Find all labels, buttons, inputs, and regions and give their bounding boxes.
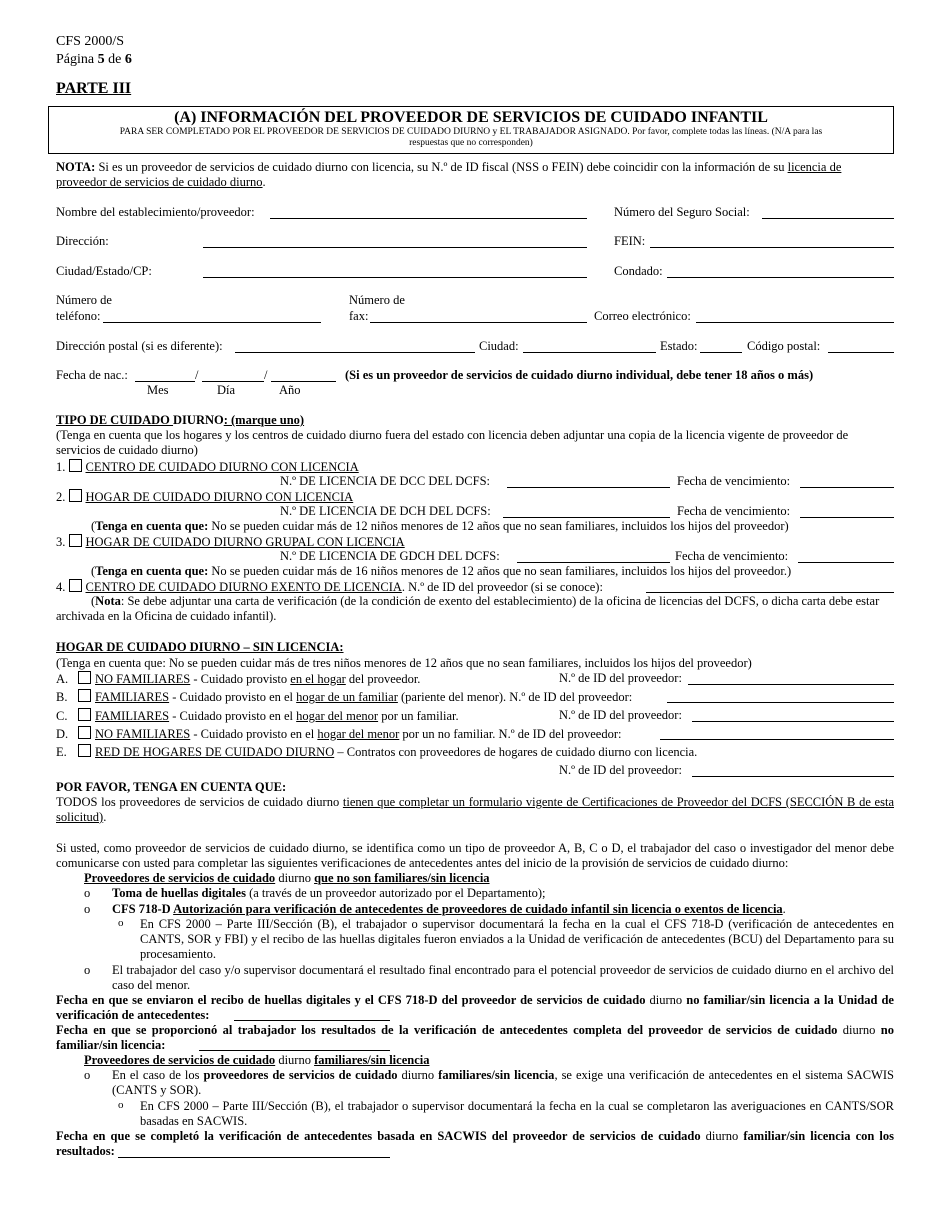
bullet-4-sub: o: [118, 1099, 124, 1111]
dob-month-input[interactable]: [135, 381, 195, 382]
facility-name-label: Nombre del establecimiento/proveedor:: [56, 205, 255, 219]
page-indicator: [56, 52, 132, 68]
option-3-expiry-input[interactable]: [798, 562, 894, 563]
unlicensed-b-text2: (pariente del menor). N.º de ID del proveedor:: [397, 690, 633, 704]
dob-sep-2: /: [264, 368, 268, 382]
unlicensed-a: [56, 671, 420, 687]
option-3-checkbox[interactable]: [69, 534, 82, 547]
unlicensed-c: [56, 708, 459, 724]
item-case-worker: El trabajador del caso y/o supervisor documentará el resultado final encontrado para el potencial proveedor de servicios de cuidado diurno en el archivo del caso del menor.: [112, 963, 894, 992]
family-heading-c: familiares/sin licencia: [314, 1053, 430, 1067]
fein-label: FEIN:: [614, 234, 646, 248]
option-4-number: 4.: [56, 580, 66, 594]
phone-label-2: teléfono:: [56, 309, 101, 323]
date-sacwis-completed-input[interactable]: [118, 1157, 390, 1158]
city-input[interactable]: [523, 352, 656, 353]
date-results-provided-a: Fecha en que se proporcionó al trabajador los resultados de la verificación de antecedentes completa del proveedor de servicios de cuidado: [56, 1023, 838, 1037]
item-cfs718d-bold: CFS 718-D: [112, 902, 174, 916]
unlicensed-e-text: – Contratos con proveedores de hogares de cuidado diurno con licencia.: [334, 745, 698, 759]
please-note-link: tienen que completar un formulario vigente de Certificaciones de Proveedor del DCFS (SECCIÓN B de esta solicitud): [56, 795, 894, 824]
option-1-license-label: N.º DE LICENCIA DE DCC DEL DCFS:: [280, 474, 491, 488]
item-fingerprints-text: (a través de un proveedor autorizado por el Departamento);: [245, 886, 546, 900]
county-input[interactable]: [667, 277, 894, 278]
date-results-provided-input[interactable]: [199, 1050, 390, 1051]
date-fingerprints-sent-c: no familiar/sin licencia a la Unidad de verificación de antecedentes:: [56, 993, 894, 1022]
date-results-provided-b: diurno: [837, 1023, 881, 1037]
option-3-label: HOGAR DE CUIDADO DIURNO GRUPAL CON LICENCIA: [85, 535, 405, 549]
unlicensed-d-link: hogar del menor: [317, 727, 400, 741]
nonfamily-heading-a: Proveedores de servicios de cuidado: [84, 871, 276, 885]
ssn-input[interactable]: [762, 218, 894, 219]
nonfamily-heading: [84, 871, 490, 886]
unlicensed-a-letter: A.: [56, 672, 69, 686]
background-intro: Si usted, como proveedor de servicios de cuidado diurno, se identifica como un tipo de proveedor A, B, C o D, el trabajador del caso o investigador del menor debe comunicarse con usted para completar las siguientes verificaciones de antecedentes antes del inicio de la provisión de servicios de cuidado diurno:: [56, 841, 894, 870]
option-2-label: HOGAR DE CUIDADO DIURNO CON LICENCIA: [85, 490, 354, 504]
unlicensed-d-text1: - Cuidado provisto en el: [190, 727, 318, 741]
unlicensed-a-label: NO FAMILIARES: [95, 672, 191, 686]
month-caption: Mes: [147, 383, 169, 397]
unlicensed-d-label: NO FAMILIARES: [95, 727, 191, 741]
of-word: de: [108, 52, 122, 67]
item-cfs718d-sub: En CFS 2000 – Parte III/Sección (B), el trabajador o supervisor documentará la fecha en la cual el CFS 718-D (verificación de antecedentes en CANTS, SOR y FBI) y el recibo de las huellas digitales fueron enviados a la Unidad de verificación de antecedentes (BCU) del Departamento para su procesamiento.: [140, 917, 894, 961]
bullet-4: o: [84, 1068, 91, 1082]
option-3-note-text: No se pueden cuidar más de 16 niños menores de 12 años que no sean familiares, incluidos los hijos del proveedor.): [208, 564, 792, 578]
care-type-heading-b: DIURNO: [173, 413, 224, 427]
note: [56, 160, 894, 190]
page-number: 5: [97, 52, 105, 67]
unlicensed-b-link: hogar de un familiar: [296, 690, 398, 704]
please-note-text: [56, 795, 894, 825]
option-1-expiry-label: Fecha de vencimiento:: [677, 474, 791, 488]
zip-input[interactable]: [828, 352, 894, 353]
state-label: Estado:: [660, 339, 698, 353]
item-sacwis-a: En el caso de los: [112, 1068, 204, 1082]
unlicensed-e-letter: E.: [56, 745, 67, 759]
option-4-provider-id-input[interactable]: [646, 592, 894, 593]
item-cfs718d: [112, 902, 786, 917]
option-2-expiry-label: Fecha de vencimiento:: [677, 504, 791, 518]
option-2: [56, 489, 353, 505]
item-sacwis-sub: En CFS 2000 – Parte III/Sección (B), el trabajador o supervisor documentará la fecha en la cual se completaron las averiguaciones en CANTS/SOR basadas en SACWIS.: [140, 1099, 894, 1128]
section-title: (A) INFORMACIÓN DEL PROVEEDOR DE SERVICIOS DE CUIDADO INFANTIL: [174, 109, 768, 126]
dob-year-input[interactable]: [271, 381, 336, 382]
fax-label-1: Número de: [349, 293, 405, 307]
dob-note: (Si es un proveedor de servicios de cuidado diurno individual, debe tener 18 años o más): [345, 368, 814, 382]
unlicensed-note: (Tenga en cuenta que: No se pueden cuidar más de tres niños menores de 12 años que no sean familiares, incluidos los hijos del proveedor): [56, 656, 752, 670]
unlicensed-b: [56, 689, 632, 705]
unlicensed-d: [56, 726, 621, 742]
city-state-zip-input[interactable]: [203, 277, 587, 278]
nonfamily-heading-b: diurno: [275, 871, 315, 885]
item-fingerprints: [112, 886, 545, 901]
option-3-expiry-label: Fecha de vencimiento:: [675, 549, 789, 563]
form-id: CFS 2000/S: [56, 34, 125, 49]
item-sacwis-e: , se exige una verificación de antecedentes en el sistema SACWIS (CANTS y SOR).: [112, 1068, 894, 1097]
family-heading: [84, 1053, 429, 1068]
option-1-checkbox[interactable]: [69, 459, 82, 472]
option-2-note: (Tenga en cuenta que: No se pueden cuidar más de 12 niños menores de 12 años que no sean familiares, incluidos los hijos del proveedor): [91, 519, 789, 533]
note-label: NOTA:: [56, 160, 96, 174]
email-input[interactable]: [696, 322, 894, 323]
city-label: Ciudad:: [479, 339, 519, 353]
date-fingerprints-sent: [56, 993, 894, 1023]
option-3-note-label: Tenga en cuenta que:: [95, 564, 209, 578]
dob-sep-1: /: [195, 368, 199, 382]
item-sacwis-d: familiares/sin licencia: [438, 1068, 555, 1082]
option-2-expiry-input[interactable]: [800, 517, 894, 518]
state-input[interactable]: [700, 352, 742, 353]
facility-name-input[interactable]: [270, 218, 587, 219]
county-label: Condado:: [614, 264, 663, 278]
unlicensed-a-provider-id-input[interactable]: [688, 684, 894, 685]
option-2-number: 2.: [56, 490, 66, 504]
unlicensed-e-label: RED DE HOGARES DE CUIDADO DIURNO: [95, 745, 335, 759]
unlicensed-c-label: FAMILIARES: [95, 709, 170, 723]
option-1-number: 1.: [56, 460, 66, 474]
option-2-license-label: N.º DE LICENCIA DE DCH DEL DCFS:: [280, 504, 491, 518]
option-1-license-input[interactable]: [507, 487, 670, 488]
unlicensed-c-text2: por un familiar.: [378, 709, 459, 723]
fax-label-2: fax:: [349, 309, 369, 323]
unlicensed-c-text1: - Cuidado provisto en el: [169, 709, 297, 723]
unlicensed-b-provider-id-input[interactable]: [667, 702, 894, 703]
bullet-2: o: [84, 902, 91, 916]
mailing-label: Dirección postal (si es diferente):: [56, 339, 223, 353]
care-type-heading: [56, 413, 304, 428]
option-3-number: 3.: [56, 535, 66, 549]
item-sacwis: [112, 1068, 894, 1098]
address-label: Dirección:: [56, 234, 109, 248]
date-fingerprints-sent-input[interactable]: [234, 1020, 390, 1021]
unlicensed-c-letter: C.: [56, 709, 68, 723]
unlicensed-c-link: hogar del menor: [296, 709, 379, 723]
unlicensed-c-provider-id-input[interactable]: [692, 721, 894, 722]
please-note-heading: POR FAVOR, TENGA EN CUENTA QUE:: [56, 780, 287, 794]
unlicensed-e-provider-id-label: N.º de ID del proveedor:: [559, 763, 682, 777]
date-sacwis-completed-c: familiar/sin licencia con los resultados:: [56, 1129, 894, 1158]
fax-input[interactable]: [370, 322, 587, 323]
option-3: [56, 534, 405, 550]
option-2-note-label: Tenga en cuenta que:: [95, 519, 209, 533]
bullet-3: o: [84, 963, 91, 977]
unlicensed-a-provider-id-label: N.º de ID del proveedor:: [559, 671, 682, 685]
email-label: Correo electrónico:: [594, 309, 691, 323]
date-sacwis-completed-b: diurno: [700, 1129, 744, 1143]
option-2-license-input[interactable]: [503, 517, 670, 518]
address-input[interactable]: [203, 247, 587, 248]
option-4-note-label: Nota: [95, 594, 121, 608]
unlicensed-d-provider-id-input[interactable]: [660, 739, 894, 740]
option-3-note: (Tenga en cuenta que: No se pueden cuidar más de 16 niños menores de 12 años que no sean familiares, incluidos los hijos del proveedor.): [91, 564, 792, 578]
bullet-1: o: [84, 886, 91, 900]
phone-input[interactable]: [103, 322, 321, 323]
phone-label-1: Número de: [56, 293, 112, 307]
date-sacwis-completed: [56, 1129, 894, 1159]
dob-label: Fecha de nac.:: [56, 368, 128, 382]
dob-day-input[interactable]: [202, 381, 264, 382]
unlicensed-c-checkbox[interactable]: [78, 708, 91, 721]
bullet-2-sub: o: [118, 917, 124, 929]
unlicensed-heading: HOGAR DE CUIDADO DIURNO – SIN LICENCIA:: [56, 640, 344, 654]
part-title: PARTE III: [56, 80, 132, 97]
family-heading-a: Proveedores de servicios de cuidado: [84, 1053, 276, 1067]
option-4: [56, 579, 603, 595]
unlicensed-d-checkbox[interactable]: [78, 726, 91, 739]
note-end: .: [262, 175, 266, 189]
care-type-note: (Tenga en cuenta que los hogares y los centros de cuidado diurno fuera del estado con licencia deben adjuntar una copia de la licencia vigente de proveedor de servicios de cuidado diurno): [56, 428, 849, 457]
year-caption: Año: [279, 383, 301, 397]
item-cfs718d-end: .: [782, 902, 786, 916]
option-1-label: CENTRO DE CUIDADO DIURNO CON LICENCIA: [85, 460, 359, 474]
date-fingerprints-sent-b: diurno: [645, 993, 687, 1007]
date-results-provided-c: no familiar/sin licencia:: [56, 1023, 894, 1052]
please-note-end: .: [103, 810, 107, 824]
date-results-provided: [56, 1023, 894, 1053]
note-text: Si es un proveedor de servicios de cuidado diurno con licencia, su N.º de ID fiscal (NSS o FEIN) debe coincidir con la información de su: [95, 160, 788, 174]
page-word: Página: [56, 52, 95, 67]
option-4-label: CENTRO DE CUIDADO DIURNO EXENTO DE LICENCIA: [85, 580, 402, 594]
option-2-note-text: No se pueden cuidar más de 12 niños menores de 12 años que no sean familiares, incluidos los hijos del proveedor): [208, 519, 789, 533]
item-cfs718d-link: Autorización para verificación de antecedentes de proveedores de cuidado infantil sin licencia o exentos de licencia: [173, 902, 783, 916]
option-3-license-label: N.º DE LICENCIA DE GDCH DEL DCFS:: [280, 549, 500, 563]
date-fingerprints-sent-a: Fecha en que se enviaron el recibo de huellas digitales y el CFS 718-D del proveedor de servicios de cuidado: [56, 993, 646, 1007]
option-3-license-input[interactable]: [517, 562, 670, 563]
unlicensed-b-letter: B.: [56, 690, 68, 704]
unlicensed-b-label: FAMILIARES: [95, 690, 170, 704]
unlicensed-d-letter: D.: [56, 727, 69, 741]
unlicensed-e-provider-id-input[interactable]: [692, 776, 894, 777]
unlicensed-a-text1: - Cuidado provisto: [190, 672, 291, 686]
care-type-heading-c: : (marque uno): [223, 413, 305, 427]
page-total: 6: [124, 52, 132, 67]
unlicensed-e-checkbox[interactable]: [78, 744, 91, 757]
day-caption: Día: [217, 383, 236, 397]
unlicensed-c-provider-id-label: N.º de ID del proveedor:: [559, 708, 682, 722]
option-2-checkbox[interactable]: [69, 489, 82, 502]
city-state-zip-label: Ciudad/Estado/CP:: [56, 264, 152, 278]
ssn-label: Número del Seguro Social:: [614, 205, 750, 219]
zip-label: Código postal:: [747, 339, 821, 353]
unlicensed-d-text2: por un no familiar. N.º de ID del proveedor:: [399, 727, 622, 741]
option-1: [56, 459, 359, 475]
fein-input[interactable]: [650, 247, 894, 248]
item-fingerprints-bold: Toma de huellas digitales: [112, 886, 246, 900]
section-subtitle-1: PARA SER COMPLETADO POR EL PROVEEDOR DE SERVICIOS DE CUIDADO DIURNO y EL TRABAJADOR ASIGNADO. Por favor, complete todas las líneas. (N/A para las: [119, 127, 823, 137]
item-sacwis-b: proveedores de servicios de cuidado: [203, 1068, 398, 1082]
unlicensed-a-link: en el hogar: [290, 672, 346, 686]
family-heading-b: diurno: [275, 1053, 315, 1067]
section-subtitle-2: respuestas que no corresponden): [409, 138, 533, 148]
mailing-input[interactable]: [235, 352, 475, 353]
option-4-checkbox[interactable]: [69, 579, 82, 592]
note-link: licencia de proveedor de servicios de cuidado diurno: [56, 160, 842, 189]
option-4-note: (Nota: Se debe adjuntar una carta de verificación (de la condición de exento del establecimiento) de la oficina de licencias del DCFS, o dicha carta debe estar archivada en la Oficina de cuidado infantil).: [56, 594, 880, 623]
section-box: [48, 106, 894, 154]
unlicensed-b-checkbox[interactable]: [78, 689, 91, 702]
unlicensed-a-checkbox[interactable]: [78, 671, 91, 684]
item-sacwis-c: diurno: [397, 1068, 439, 1082]
please-note-text-a: TODOS los proveedores de servicios de cuidado diurno: [56, 795, 343, 809]
option-4-note-text: : Se debe adjuntar una carta de verificación (de la condición de exento del establecimiento) de la oficina de licencias del DCFS, o dicha carta debe estar archivada en la Oficina de cuidado infantil).: [56, 594, 880, 623]
nonfamily-heading-c: que no son familiares/sin licencia: [314, 871, 490, 885]
care-type-heading-a: TIPO DE CUIDADO: [56, 413, 174, 427]
option-1-expiry-input[interactable]: [800, 487, 894, 488]
unlicensed-a-text2: del proveedor.: [345, 672, 421, 686]
unlicensed-b-text1: - Cuidado provisto en el: [169, 690, 297, 704]
unlicensed-e: [56, 744, 697, 760]
date-sacwis-completed-a: Fecha en que se completó la verificación de antecedentes basada en SACWIS del proveedor de servicios de cuidado: [56, 1129, 701, 1143]
option-4-provider-id-label: . N.º de ID del proveedor (si se conoce):: [401, 580, 603, 594]
